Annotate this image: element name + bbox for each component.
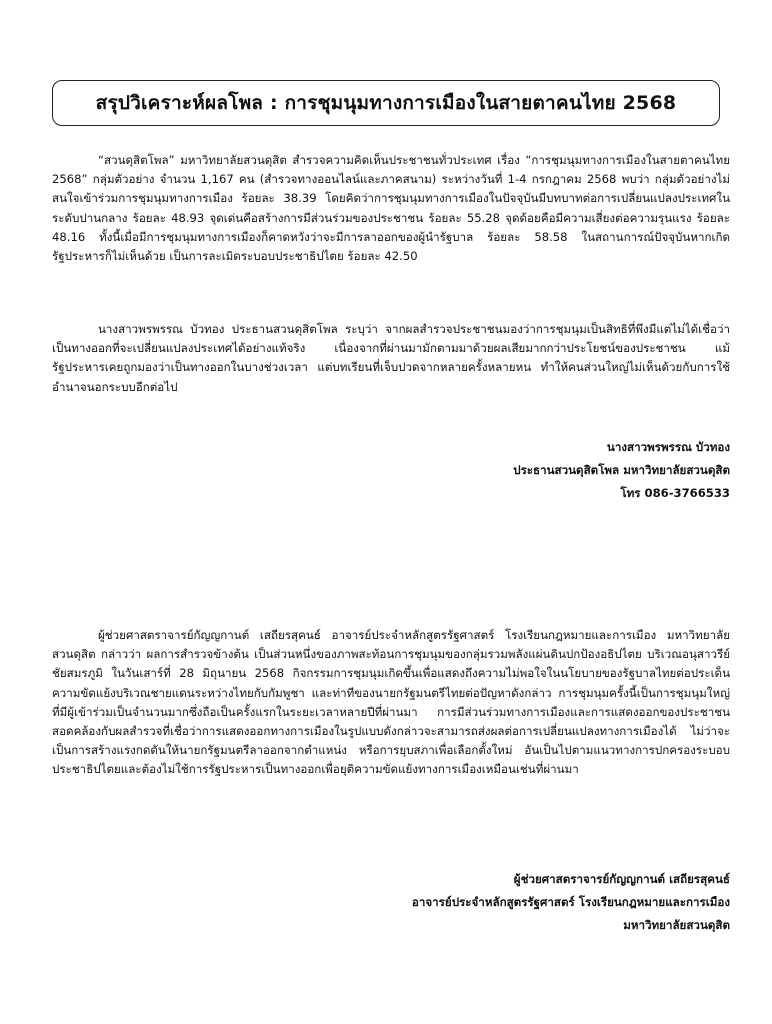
paragraph-president-statement: นางสาวพรพรรณ บัวทอง ประธานสวนดุสิตโพล ระบุว่า จากผลสำรวจประชาชนมองว่าการชุมนุมเป็นสิทธิที่พึงมีแต่ไม่ได้เชื่อว่าเป็นทางออกที่จะเปลี่ยนแปลงประเทศได้อย่างแท้จริง เนื่องจากที่ผ่านมามักตามมาด้วยผลเสียมากกว่าประโยชน์ของประชาชน แม้รัฐประหารเคยถูกมองว่าเป็นทางออกในบางช่วงเวลา แต่บทเรียนที่เจ็บปวดจากหลายครั้งหลายหน ทำให้คนส่วนใหญ่ไม่เห็นด้วยกับการใช้อำนาจนอกระบบอีกต่อไป	[52, 322, 730, 394]
signature-block-president	[513, 436, 730, 505]
signature-position: อาจารย์ประจำหลักสูตรรัฐศาสตร์ โรงเรียนกฎหมายและการเมือง	[411, 895, 730, 909]
signature-name: ผู้ช่วยศาสตราจารย์กัญญกานต์ เสถียรสุคนธ์	[513, 872, 730, 886]
paragraph-poll-summary: “สวนดุสิตโพล” มหาวิทยาลัยสวนดุสิต สำรวจความคิดเห็นประชาชนทั่วประเทศ เรื่อง “การชุมนุมทางการเมืองในสายตาคนไทย 2568” กลุ่มตัวอย่าง จำนวน 1,167 คน (สำรวจทางออนไลน์และภาคสนาม) ระหว่างวันที่ 1-4 กรกฎาคม 2568 พบว่า กลุ่มตัวอย่างไม่สนใจเข้าร่วมการชุมนุมทางการเมือง ร้อยละ 38.39 โดยคิดว่าการชุมนุมทางการเมืองในปัจจุบันมีบทบาทต่อการเปลี่ยนแปลงประเทศในระดับปานกลาง ร้อยละ 48.93 จุดเด่นคือสร้างการมีส่วนร่วมของประชาชน ร้อยละ 55.28 จุดด้อยคือมีความเสี่ยงต่อความรุนแรง ร้อยละ 48.16 ทั้งนี้เมื่อมีการชุมนุมทางการเมืองก็คาดหวังว่าจะมีการลาออกของผู้นำรัฐบาล ร้อยละ 58.58 ในสถานการณ์ปัจจุบันหากเกิดรัฐประหารก็ไม่เห็นด้วย เป็นการละเมิดระบอบประชาธิปไตย ร้อยละ 42.50	[52, 153, 730, 264]
page-title: สรุปวิเคราะห์ผลโพล : การชุมนุมทางการเมืองในสายตาคนไทย 2568	[95, 92, 677, 114]
signature-position: ประธานสวนดุสิตโพล มหาวิทยาลัยสวนดุสิต	[513, 463, 730, 477]
signature-phone: โทร 086-3766533	[620, 486, 730, 500]
paragraph-professor-analysis: ผู้ช่วยศาสตราจารย์กัญญกานต์ เสถียรสุคนธ์ อาจารย์ประจำหลักสูตรรัฐศาสตร์ โรงเรียนกฎหมายและการเมือง มหาวิทยาลัยสวนดุสิต กล่าวว่า ผลการสำรวจข้างต้น เป็นส่วนหนึ่งของภาพสะท้อนการชุมนุมของกลุ่มรวมพลังแผ่นดินปกป้องอธิปไตย บริเวณอนุสาวรีย์ชัยสมรภูมิ ในวันเสาร์ที่ 28 มิถุนายน 2568 กิจกรรมการชุมนุมเกิดขึ้นเพื่อแสดงถึงความไม่พอใจในนโยบายของรัฐบาลไทยต่อประเด็นความขัดแย้งบริเวณชายแดนระหว่างไทยกับกัมพูชา และท่าทีของนายกรัฐมนตรีไทยต่อปัญหาดังกล่าว การชุมนุมครั้งนี้เป็นการชุมนุมใหญ่ที่มีผู้เข้าร่วมเป็นจำนวนมากซึ่งถือเป็นครั้งแรกในระยะเวลาหลายปีที่ผ่านมา การมีส่วนร่วมทางการเมืองและการแสดงออกของประชาชนสอดคล้องกับผลสำรวจที่เชื่อว่าการแสดงออกทางการเมืองในรูปแบบดังกล่าวจะสามารถส่งผลต่อการเปลี่ยนแปลงทางการเมืองได้ ไม่ว่าจะเป็นการสร้างแรงกดดันให้นายกรัฐมนตรีลาออกจากตำแหน่ง หรือการยุบสภาเพื่อเลือกตั้งใหม่ อันเป็นไปตามแนวทางการปกครองระบอบประชาธิปไตยและต้องไม่ใช้การรัฐประหารเป็นทางออกเพื่อยุติความขัดแย้งทางการเมืองเหมือนเช่นที่ผ่านมา	[52, 628, 730, 777]
signature-name: นางสาวพรพรรณ บัวทอง	[606, 440, 730, 454]
title-box	[52, 80, 720, 126]
signature-university: มหาวิทยาลัยสวนดุสิต	[623, 918, 730, 932]
signature-block-professor	[412, 868, 730, 937]
